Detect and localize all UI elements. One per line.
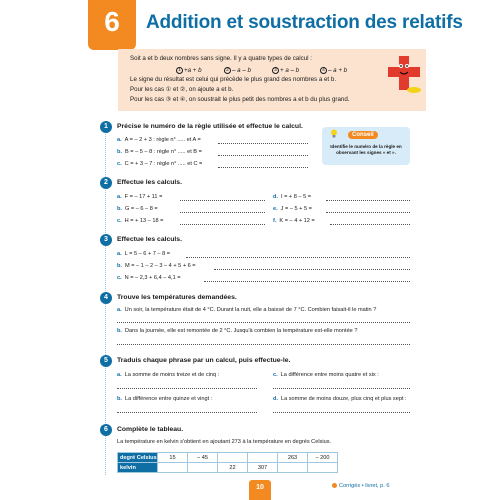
- chapter-number: 6: [104, 6, 120, 37]
- exercise-5-item-a: a. La somme de moins treize et de cinq :: [117, 372, 220, 378]
- answer-line[interactable]: [214, 269, 410, 270]
- tip-text: Identifie le numéro de la règle en observant les signes « et ».: [330, 144, 402, 155]
- table-cell[interactable]: – 200: [308, 453, 338, 463]
- answer-line[interactable]: [218, 143, 308, 144]
- exercise-1-item-b: b. B = – 5 – 8 : règle n° ..... et B =: [117, 149, 202, 155]
- rule-formula-1: 1 +a + b: [176, 67, 202, 74]
- answer-line[interactable]: [180, 212, 265, 213]
- rule-intro-text: Soit a et b deux nombres sans signe. Il y a quatre types de calcul :: [130, 55, 312, 62]
- exercise-5-item-c: c. La différence entre moins quatre et six :: [273, 372, 379, 378]
- table-cell[interactable]: – 45: [188, 453, 218, 463]
- answer-line[interactable]: [218, 155, 308, 156]
- exercise-3-item-b: b. M = – 1 – 2 – 3 – 4 + 5 + 6 =: [117, 263, 196, 269]
- answer-line[interactable]: [180, 224, 265, 225]
- table-row-header: degré Celsius: [118, 453, 158, 463]
- rule-formula-2: 2 – a – b: [224, 67, 251, 74]
- exercise-2-item-c: c. H = + 13 – 18 =: [117, 218, 164, 224]
- tip-title: Conseil: [348, 131, 378, 139]
- table-cell[interactable]: 307: [248, 463, 278, 473]
- answer-line[interactable]: [117, 344, 410, 345]
- exercise-2-item-b: b. G = – 6 – 8 =: [117, 206, 158, 212]
- answer-line[interactable]: [326, 200, 410, 201]
- table-cell[interactable]: [158, 463, 188, 473]
- chapter-header: [0, 0, 500, 52]
- lightbulb-icon: [330, 129, 338, 138]
- table-cell[interactable]: [248, 453, 278, 463]
- exercise-3-item-c: c. N = – 2,3 + 6,4 – 4,1 =: [117, 275, 181, 281]
- table-cell[interactable]: [308, 463, 338, 473]
- exercise-6-instruction: La température en kelvin s'obtient en ajoutant 273 à la température en degrés Celsius.: [117, 439, 332, 445]
- exercise-1-item-a: a. A = – 2 + 3 : règle n° ..... et A =: [117, 137, 201, 143]
- exercise-5-item-d: d. La somme de moins douze, plus cinq et plus sept :: [273, 396, 407, 402]
- table-cell[interactable]: [188, 463, 218, 473]
- exercise-6-number: 6: [100, 424, 112, 436]
- rule-formula-3: 3 + a – b: [272, 67, 299, 74]
- table-row: [118, 453, 338, 463]
- exercise-2-item-d: d. I = + 8 – 5 =: [273, 194, 311, 200]
- exercise-3-item-a: a. L = 5 – 6 + 7 – 8 =: [117, 251, 171, 257]
- bullet-icon: [332, 483, 337, 488]
- exercise-2-item-f: f. K = – 4 + 12 =: [273, 218, 315, 224]
- answer-line[interactable]: [330, 224, 410, 225]
- exercise-4-title: Trouve les températures demandées.: [117, 294, 237, 301]
- exercise-4-number: 4: [100, 292, 112, 304]
- answer-line[interactable]: [117, 322, 410, 323]
- page-number: 10: [249, 480, 271, 500]
- chapter-title: Addition et soustraction des relatifs: [146, 12, 463, 33]
- exercise-3-number: 3: [100, 234, 112, 246]
- exercise-3-title: Effectue les calculs.: [117, 236, 182, 243]
- temperature-table: [117, 452, 338, 473]
- exercise-6-title: Complète le tableau.: [117, 426, 184, 433]
- answer-line[interactable]: [186, 257, 410, 258]
- table-cell[interactable]: [278, 463, 308, 473]
- exercise-5-title: Traduis chaque phrase par un calcul, puis effectue-le.: [117, 357, 291, 364]
- answer-line[interactable]: [273, 412, 410, 413]
- answer-line[interactable]: [326, 212, 410, 213]
- table-cell[interactable]: 263: [278, 453, 308, 463]
- answer-line[interactable]: [117, 388, 257, 389]
- rule-case-add: Pour les cas ① et ②, on ajoute a et b.: [130, 86, 234, 93]
- answer-line[interactable]: [204, 281, 410, 282]
- exercise-5-number: 5: [100, 355, 112, 367]
- exercise-4-item-a: a. Un soir, la température était de 4 °C. Durant la nuit, elle a baissé de 7 °C. Combien faisait-il le matin ?: [117, 307, 377, 313]
- rule-sign-text: Le signe du résultat est celui qui précède le plus grand des nombres a et b.: [130, 76, 337, 83]
- exercise-1-title: Précise le numéro de la règle utilisée et effectue le calcul.: [117, 123, 303, 130]
- table-cell[interactable]: 22: [218, 463, 248, 473]
- table-row: [118, 463, 338, 473]
- mascot-illustration: [386, 52, 422, 96]
- answer-line[interactable]: [180, 200, 265, 201]
- exercise-2-item-a: a. F = – 17 + 11 =: [117, 194, 163, 200]
- exercise-1-number: 1: [100, 121, 112, 133]
- exercise-2-number: 2: [100, 177, 112, 189]
- table-cell[interactable]: [218, 453, 248, 463]
- rule-case-sub: Pour les cas ③ et ④, on soustrait le plus petit des nombres a et b du plus grand.: [130, 96, 350, 103]
- exercise-4-item-b: b. Dans la journée, elle est remontée de 2 °C. Jusqu'à combien la température est-elle montée ?: [117, 328, 358, 334]
- exercise-1-item-c: c. C = + 3 – 7 : règle n° ..... et C =: [117, 161, 203, 167]
- answers-reference[interactable]: Corrigés • livret, p. 6: [332, 483, 389, 489]
- exercise-5-item-b: b. La différence entre quinze et vingt :: [117, 396, 213, 402]
- tip-box: [322, 127, 410, 165]
- answer-line[interactable]: [117, 412, 257, 413]
- table-cell[interactable]: 15: [158, 453, 188, 463]
- answer-line[interactable]: [218, 167, 308, 168]
- table-row-header: kelvin: [118, 463, 158, 473]
- exercise-2-item-e: e. J = – 5 + 5 =: [273, 206, 312, 212]
- rule-formula-4: 4 – a + b: [320, 67, 347, 74]
- answer-line[interactable]: [273, 388, 410, 389]
- exercise-2-title: Effectue les calculs.: [117, 179, 182, 186]
